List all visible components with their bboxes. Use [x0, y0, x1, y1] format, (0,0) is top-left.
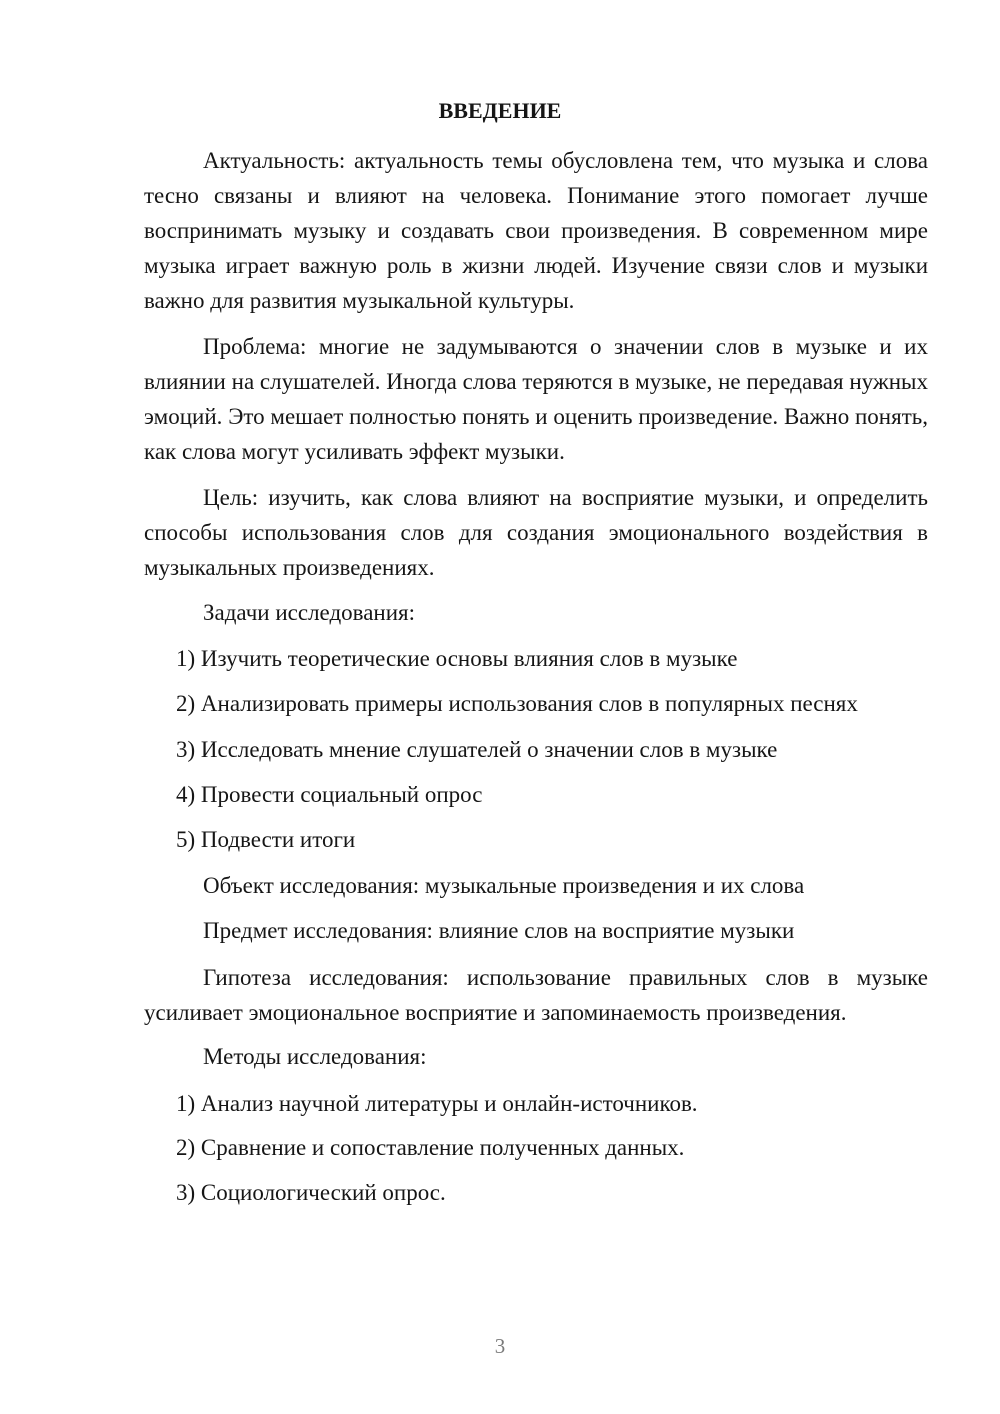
task-item: 2) Анализировать примеры использования слов в популярных песнях: [176, 691, 858, 716]
paragraph-problem: Проблема: многие не задумываются о значении слов в музыке и их влиянии на слушателей. Иногда слова теряются в музыке, не передавая нужных эмоций. Это мешает полностью понять и оценить произведение. Важно понять, как слова могут усиливать эффект музыки.: [144, 334, 928, 464]
task-item: 4) Провести социальный опрос: [176, 782, 483, 807]
task-item: 5) Подвести итоги: [176, 827, 356, 852]
paragraph-relevance: Актуальность: актуальность темы обусловлена тем, что музыка и слова тесно связаны и влияют на человека. Понимание этого помогает лучше воспринимать музыку и создавать свои произведения. В современном мире музыка играет важную роль в жизни людей. Изучение связи слов и музыки важно для развития музыкальной культуры.: [144, 148, 928, 313]
section-title: ВВЕДЕНИЕ: [438, 98, 562, 123]
method-item: 1) Анализ научной литературы и онлайн-источников.: [176, 1091, 698, 1116]
paragraph-goal: Цель: изучить, как слова влияют на восприятие музыки, и определить способы использования слов для создания эмоционального воздействия в музыкальных произведениях.: [144, 485, 928, 580]
research-object: Объект исследования: музыкальные произведения и их слова: [203, 873, 805, 898]
tasks-heading: Задачи исследования:: [203, 600, 416, 625]
task-item: 1) Изучить теоретические основы влияния слов в музыке: [176, 646, 738, 671]
task-item: 3) Исследовать мнение слушателей о значении слов в музыке: [176, 737, 778, 762]
paragraph-hypothesis: Гипотеза исследования: использование правильных слов в музыке усиливает эмоциональное восприятие и запоминаемость произведения.: [144, 965, 928, 1025]
research-subject: Предмет исследования: влияние слов на восприятие музыки: [203, 918, 795, 943]
page-number: 3: [494, 1334, 506, 1358]
methods-heading: Методы исследования:: [203, 1044, 427, 1069]
method-item: 2) Сравнение и сопоставление полученных данных.: [176, 1135, 685, 1160]
method-item: 3) Социологический опрос.: [176, 1180, 446, 1205]
